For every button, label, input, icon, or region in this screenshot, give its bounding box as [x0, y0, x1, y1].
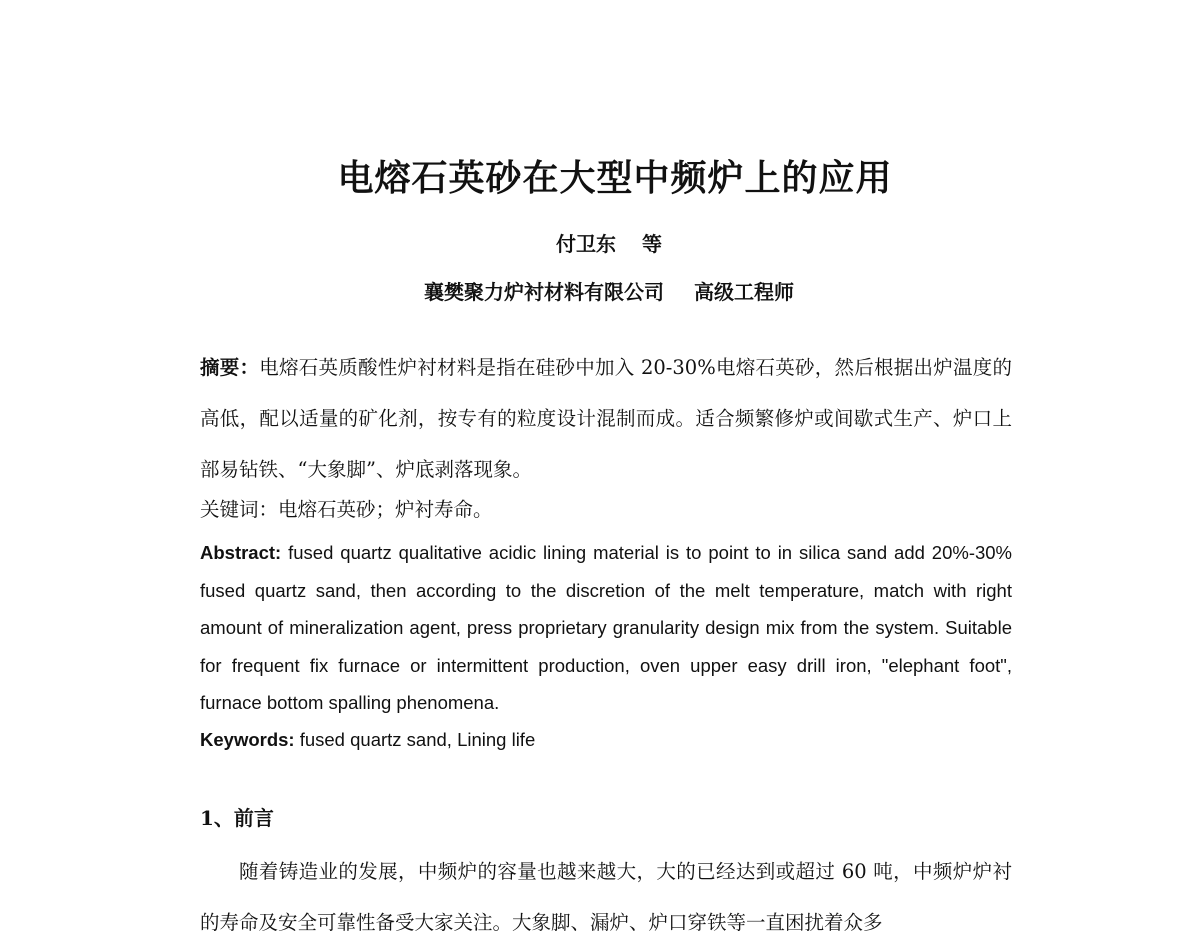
- section-heading-introduction: 1、前言: [200, 806, 274, 830]
- author-name: 付卫东: [556, 232, 616, 256]
- chinese-keywords-label: 关键词：: [200, 498, 279, 521]
- author-suffix: 等: [642, 232, 662, 256]
- english-keywords-text: fused quartz sand, Lining life: [299, 729, 536, 750]
- introduction-paragraph: 随着铸造业的发展，中频炉的容量也越来越大，大的已经达到或超过 60 吨，中频炉炉衬的寿命及安全可靠性备受大家关注。大象脚、漏炉、炉口穿铁等一直困扰着众多: [200, 860, 1012, 934]
- chinese-keywords-text: 电熔石英砂；炉衬寿命。: [278, 498, 493, 521]
- paper-title: 电熔石英砂在大型中频炉上的应用: [337, 158, 893, 199]
- english-keywords: [200, 722, 1012, 758]
- chinese-abstract: [200, 342, 1012, 495]
- chinese-keywords: [200, 492, 1012, 528]
- chinese-abstract-label: 摘要：: [200, 356, 260, 379]
- affiliation-company: 襄樊聚力炉衬材料有限公司: [424, 280, 664, 304]
- chinese-abstract-text: 电熔石英质酸性炉衬材料是指在硅砂中加入 20-30%电熔石英砂，然后根据出炉温度的高低，配以适量的矿化剂，按专有的粒度设计混制而成。适合频繁修炉或间歇式生产、炉口上部易钻铁、“大象脚”、炉底剥落现象。: [200, 356, 1012, 481]
- english-abstract-label: Abstract:: [200, 542, 282, 563]
- english-keywords-label: Keywords:: [200, 729, 295, 750]
- author-line: [0, 228, 1200, 257]
- affiliation-position: 高级工程师: [694, 280, 794, 304]
- english-abstract: [200, 534, 1012, 722]
- affiliation-line: [0, 276, 1200, 305]
- english-abstract-text: fused quartz qualitative acidic lining material is to point to in silica sand add 20%-30% fused quartz sand, then according to the discretion of the melt temperature, match with right amount of mineralization agent, press proprietary granularity design mix from the system. Suitable for frequent fix furnace or intermittent production, oven upper easy drill iron, "elephant foot", furnace bottom spalling phenomena.: [200, 542, 1013, 713]
